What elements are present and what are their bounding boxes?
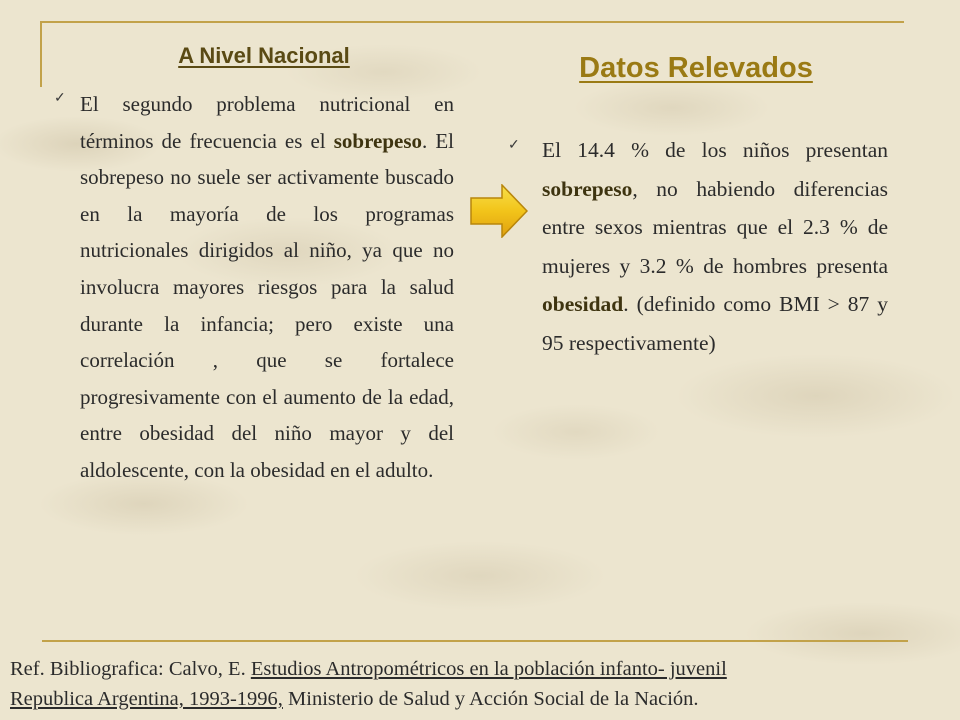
right-text-part-2: , no habiendo diferencias entre sexos mientras que el 2.3 % de mujeres y 3.2 % de hombres presenta <box>542 176 888 278</box>
checkmark-icon: ✓ <box>54 91 66 106</box>
left-text-part-1: El segundo problema nutricional en términos de frecuencia es el <box>80 92 454 153</box>
left-bullet <box>54 86 454 489</box>
checkmark-icon: ✓ <box>508 138 520 153</box>
right-bullet <box>508 131 888 362</box>
right-bold-obesidad: obesidad <box>542 292 624 316</box>
right-text-part-1: El 14.4 % de los niños presentan <box>542 138 888 162</box>
left-paragraph <box>80 86 454 489</box>
reference-title-part-1: Estudios Antropométricos en la población infanto- juvenil <box>250 658 727 680</box>
bottom-divider-line <box>42 640 908 642</box>
left-bold-sobrepeso: sobrepeso <box>333 128 423 153</box>
reference-title-part-2: Republica Argentina, 1993-1996, <box>10 688 283 710</box>
right-text-part-3: . (definido como BMI > 87 y 95 respectivamente) <box>542 292 888 355</box>
top-divider-line <box>40 21 904 23</box>
right-paragraph <box>542 131 888 362</box>
right-heading: Datos Relevados <box>579 52 813 84</box>
right-bold-sobrepeso: sobrepeso <box>542 176 633 201</box>
reference-suffix: Ministerio de Salud y Acción Social de la Nación. <box>282 688 699 710</box>
left-text-part-2: . El sobrepeso no suele ser activamente buscado en la mayoría de los programas nutricionales dirigidos al niño, ya que no involucra mayores riesgos para la salud durante la infancia; pero existe una correlación , que se fortalece progresivamente con el aumento de la edad, entre obesidad del niño mayor y del aldolescente, con la obesidad en el adulto. <box>80 128 454 482</box>
bibliographic-reference <box>10 654 930 714</box>
left-heading: A Nivel Nacional <box>178 43 350 68</box>
reference-prefix: Ref. Bibliografica: Calvo, E. <box>10 658 251 680</box>
left-divider-line <box>40 21 42 87</box>
